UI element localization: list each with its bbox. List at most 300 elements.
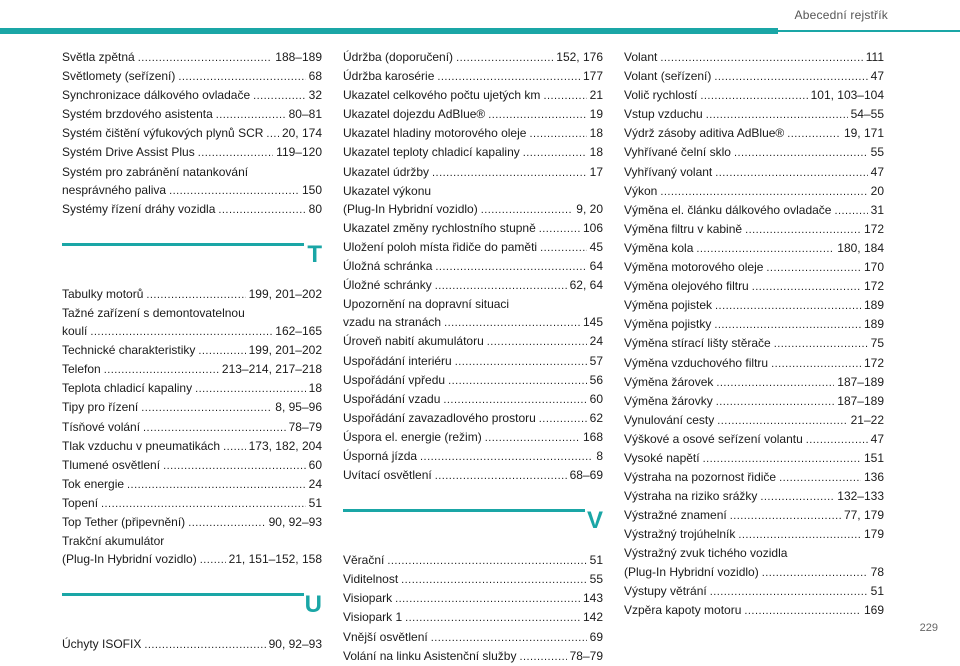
page-reference[interactable]: 54–55 (850, 107, 884, 122)
index-entry-line (62, 67, 322, 86)
page-reference[interactable]: 64 (589, 259, 603, 274)
index-term: Tabulky motorů (62, 286, 144, 301)
index-entry-line (624, 449, 884, 468)
index-term: Top Tether (připevnění) (62, 514, 186, 529)
index-entry-line (624, 105, 884, 124)
index-term: Tipy pro řízení (62, 400, 139, 415)
page-reference[interactable]: 150 (301, 182, 322, 197)
dot-leader (700, 86, 807, 105)
index-entry-line (624, 601, 884, 620)
dot-leader (405, 608, 580, 627)
index-term: (Plug-In Hybridní vozidlo) (624, 564, 759, 579)
index-entry (343, 371, 603, 390)
index-entry-line (624, 220, 884, 239)
dot-leader (715, 163, 867, 182)
index-entry-line (343, 551, 603, 570)
index-term: Úsporná jízda (343, 448, 418, 463)
index-entry-line (62, 550, 322, 569)
index-term: vzadu na stranách (343, 315, 442, 330)
page-reference[interactable]: 119–120 (276, 145, 322, 160)
page-reference[interactable]: 151 (863, 450, 884, 465)
page-reference[interactable]: 55 (589, 572, 603, 587)
index-entry (624, 124, 884, 143)
index-entry-line (624, 334, 884, 353)
dot-leader (660, 182, 867, 201)
page-reference[interactable]: 199, 201–202 (248, 286, 322, 301)
index-entry-line (624, 392, 884, 411)
page-reference[interactable]: 132–133 (837, 489, 884, 504)
index-entry-line (343, 409, 603, 428)
page-reference[interactable]: 45 (589, 239, 603, 254)
page-reference[interactable]: 90, 92–93 (268, 514, 322, 529)
dot-leader (435, 257, 586, 276)
page-reference[interactable]: 21, 151–152, 158 (228, 552, 322, 567)
page-reference[interactable]: 17 (589, 164, 603, 179)
dot-leader (420, 447, 593, 466)
index-term: (Plug-In Hybridní vozidlo) (343, 201, 478, 216)
index-entry-line (624, 296, 884, 315)
index-entry-line (62, 124, 322, 143)
index-column-1 (62, 48, 322, 654)
index-term: Topení (62, 495, 99, 510)
page-reference[interactable]: 78–79 (288, 419, 322, 434)
page-reference[interactable]: 56 (589, 372, 603, 387)
dot-leader (519, 647, 566, 666)
index-term: Vstup vzduchu (624, 107, 703, 122)
index-term: Vzpěra kapoty motoru (624, 602, 742, 617)
index-term: Systém čištění výfukových plynů SCR (62, 126, 264, 141)
dot-leader (435, 466, 567, 485)
index-entry-line (62, 456, 322, 475)
index-entry (624, 277, 884, 296)
page-reference[interactable]: 143 (582, 591, 603, 606)
dot-leader (143, 418, 286, 437)
index-entry-line (343, 352, 603, 371)
page-reference[interactable]: 47 (870, 431, 884, 446)
index-term: Ukazatel výkonu (343, 183, 432, 198)
page-reference[interactable]: 169 (863, 602, 884, 617)
section-header (62, 589, 322, 631)
page-reference[interactable]: 68–69 (569, 468, 603, 483)
index-entry (624, 105, 884, 124)
page-reference[interactable]: 18 (308, 381, 322, 396)
header-accent-bar (0, 28, 778, 34)
index-entry (62, 124, 322, 143)
dot-leader (444, 313, 580, 332)
index-term: Výměna žárovek (624, 374, 714, 389)
page-reference[interactable]: 18 (589, 145, 603, 160)
page-reference[interactable]: 177 (582, 69, 603, 84)
index-entry (624, 373, 884, 392)
index-term: Vynulování cesty (624, 412, 715, 427)
page-reference[interactable]: 136 (863, 470, 884, 485)
page-reference[interactable]: 187–189 (837, 393, 884, 408)
page-reference[interactable]: 80–81 (288, 107, 322, 122)
index-entry (624, 449, 884, 468)
dot-leader (730, 506, 841, 525)
page-reference[interactable]: 80 (308, 201, 322, 216)
index-entry-line (343, 143, 603, 162)
index-entry-line (62, 635, 322, 654)
index-entry-line (343, 570, 603, 589)
index-term: Systém brzdového asistenta (62, 107, 213, 122)
page-reference[interactable]: 20 (870, 183, 884, 198)
dot-leader (387, 551, 586, 570)
index-term: Výměna vzduchového filtru (624, 355, 769, 370)
page-reference[interactable]: 162–165 (275, 324, 322, 339)
index-entry (343, 48, 603, 67)
index-entry (624, 86, 884, 105)
index-entry-line (343, 124, 603, 143)
index-term: Výměna filtru v kabině (624, 221, 743, 236)
index-entry (62, 418, 322, 437)
dot-leader (523, 143, 587, 162)
page-reference[interactable]: 8 (596, 448, 603, 463)
dot-leader (178, 67, 305, 86)
dot-leader (146, 285, 245, 304)
index-term: Synchronizace dálkového ovladače (62, 88, 251, 103)
page-reference[interactable]: 21–22 (850, 412, 884, 427)
page-reference[interactable]: 21 (589, 88, 603, 103)
index-term: Vysoké napětí (624, 450, 700, 465)
page-reference[interactable]: 57 (589, 353, 603, 368)
page-reference[interactable]: 77, 179 (843, 508, 884, 523)
index-entry (624, 182, 884, 201)
page-reference[interactable]: 213–214, 217–218 (221, 362, 322, 377)
page-reference[interactable]: 75 (870, 336, 884, 351)
page-reference[interactable]: 62, 64 (569, 278, 603, 293)
index-term: Visiopark (343, 591, 393, 606)
dot-leader (481, 200, 574, 219)
index-entry-line (343, 238, 603, 257)
index-entry (624, 163, 884, 182)
index-term: Volant (seřízení) (624, 69, 712, 84)
index-entry-line (343, 276, 603, 295)
index-entry (62, 105, 322, 124)
index-term: Ukazatel hladiny motorového oleje (343, 126, 527, 141)
index-entry (343, 276, 603, 295)
index-entry (343, 608, 603, 627)
page-reference[interactable]: 20, 174 (281, 126, 322, 141)
index-term: Ukazatel změny rychlostního stupně (343, 220, 536, 235)
page-reference[interactable]: 60 (589, 391, 603, 406)
page-reference[interactable]: 172 (863, 279, 884, 294)
index-term: nesprávného paliva (62, 182, 167, 197)
page-reference[interactable]: 51 (870, 583, 884, 598)
index-entry-line (62, 105, 322, 124)
dot-leader (144, 635, 265, 654)
dot-leader (104, 360, 219, 379)
index-entry-line (62, 48, 322, 67)
page-reference[interactable]: 172 (863, 221, 884, 236)
page-reference[interactable]: 179 (863, 527, 884, 542)
section-divider (62, 593, 304, 596)
dot-leader (806, 430, 868, 449)
index-term: Výstražný trojúhelník (624, 527, 736, 542)
section-letter: V (586, 507, 603, 535)
index-entry-line (624, 48, 884, 67)
dot-leader (774, 334, 868, 353)
index-term: Úložné schránky (343, 278, 432, 293)
index-entry (62, 475, 322, 494)
index-term: Výdrž zásoby aditiva AdBlue® (624, 126, 785, 141)
index-term: Výškové a osové seřízení volantu (624, 431, 803, 446)
index-term: Úspora el. energie (režim) (343, 429, 482, 444)
index-entry (343, 570, 603, 589)
page-reference[interactable]: 180, 184 (837, 240, 884, 255)
dot-leader (716, 373, 834, 392)
index-entry-line (624, 582, 884, 601)
index-entry-line (62, 304, 322, 322)
index-entry-line (624, 544, 884, 562)
index-entry-line (343, 647, 603, 666)
index-entry-line (343, 608, 603, 627)
dot-leader (710, 582, 868, 601)
index-entry-line (343, 105, 603, 124)
index-term: Telefon (62, 362, 101, 377)
page-reference[interactable]: 172 (863, 355, 884, 370)
index-entry (624, 296, 884, 315)
page-reference[interactable]: 51 (308, 495, 322, 510)
dot-leader (456, 48, 553, 67)
page-reference[interactable]: 188–189 (275, 50, 322, 64)
page-reference[interactable]: 199, 201–202 (248, 343, 322, 358)
index-entry-line (343, 447, 603, 466)
page-reference[interactable]: 189 (863, 298, 884, 313)
page-reference[interactable]: 152, 176 (556, 50, 603, 64)
dot-leader (437, 67, 580, 86)
page-reference[interactable]: 47 (870, 164, 884, 179)
index-entry (62, 200, 322, 219)
index-entry (624, 67, 884, 86)
index-entry-line (624, 124, 884, 143)
page-reference[interactable]: 78 (870, 564, 884, 579)
index-entry (62, 285, 322, 304)
index-term: Výměna kola (624, 240, 694, 255)
index-entry-line (624, 430, 884, 449)
page-reference[interactable]: 189 (863, 317, 884, 332)
index-entry (62, 163, 322, 200)
index-entry (343, 86, 603, 105)
index-entry (62, 360, 322, 379)
index-entry (624, 201, 884, 220)
page-reference[interactable]: 8, 95–96 (275, 400, 322, 415)
page-reference[interactable]: 111 (865, 50, 884, 64)
section-header (62, 239, 322, 281)
dot-leader (771, 354, 861, 373)
index-entry (62, 494, 322, 513)
index-term: Světlomety (seřízení) (62, 69, 176, 84)
index-entry (624, 582, 884, 601)
index-entry-line (62, 322, 322, 341)
index-term: Uspořádání interiéru (343, 353, 452, 368)
page-reference[interactable]: 18 (589, 126, 603, 141)
index-entry (62, 86, 322, 105)
index-entry (62, 532, 322, 569)
header-accent-line (778, 30, 960, 32)
page-reference[interactable]: 24 (589, 334, 603, 349)
index-entry-line (62, 341, 322, 360)
page-reference[interactable]: 9, 20 (576, 201, 603, 216)
index-entry-line (624, 163, 884, 182)
index-entry (343, 589, 603, 608)
index-entry-line (343, 219, 603, 238)
page-reference[interactable]: 19, 171 (843, 126, 884, 141)
index-term: Úložná schránka (343, 259, 433, 274)
index-entry (343, 628, 603, 647)
index-term: Výměna žárovky (624, 393, 713, 408)
index-term: Výstražné znamení (624, 508, 727, 523)
index-term: Tlak vzduchu v pneumatikách (62, 438, 221, 453)
index-entry (343, 390, 603, 409)
index-term: Výstraha na pozornost řidiče (624, 470, 777, 485)
dot-leader (696, 239, 834, 258)
page-reference[interactable]: 101, 103–104 (810, 88, 884, 103)
dot-leader (266, 124, 279, 143)
page-reference[interactable]: 170 (863, 260, 884, 275)
index-entry (62, 48, 322, 67)
index-entry-line (62, 86, 322, 105)
index-entry-line (343, 628, 603, 647)
dot-leader (138, 48, 273, 67)
page-reference[interactable]: 60 (308, 457, 322, 472)
index-entry-line (343, 390, 603, 409)
page-reference[interactable]: 19 (589, 107, 603, 122)
index-entry (343, 257, 603, 276)
index-term: Výstraha na riziko srážky (624, 489, 758, 504)
index-entry-line (624, 182, 884, 201)
index-term: Výměna stírací lišty stěrače (624, 336, 771, 351)
dot-leader (223, 437, 246, 456)
index-term: Teplota chladicí kapaliny (62, 381, 193, 396)
index-entry-line (624, 67, 884, 86)
dot-leader (198, 143, 273, 162)
page-reference[interactable]: 47 (870, 69, 884, 84)
dot-leader (703, 449, 861, 468)
page-reference[interactable]: 78–79 (569, 648, 603, 663)
page-reference[interactable]: 68 (308, 69, 322, 84)
index-term: (Plug-In Hybridní vozidlo) (62, 552, 197, 567)
index-entry-line (624, 315, 884, 334)
index-term: Uložení poloh místa řidiče do paměti (343, 239, 538, 254)
index-entry (343, 182, 603, 219)
index-term: Uspořádání vzadu (343, 391, 441, 406)
dot-leader (762, 563, 868, 582)
index-entry (62, 456, 322, 475)
page-reference[interactable]: 187–189 (837, 374, 884, 389)
index-entry-line (624, 525, 884, 544)
index-entry-line (343, 257, 603, 276)
index-entry (343, 295, 603, 332)
index-entry (62, 398, 322, 417)
index-entry-line (343, 295, 603, 313)
index-term: Výměna pojistky (624, 317, 712, 332)
dot-leader (834, 201, 867, 220)
dot-leader (188, 513, 265, 532)
index-entry (62, 143, 322, 162)
index-term: Ukazatel teploty chladicí kapaliny (343, 145, 520, 160)
index-entry (624, 239, 884, 258)
dot-leader (448, 371, 587, 390)
index-entry-line (62, 532, 322, 550)
index-term: Tok energie (62, 476, 125, 491)
index-term: Údržba karosérie (343, 69, 435, 84)
dot-leader (734, 143, 868, 162)
index-term: Viditelnost (343, 572, 399, 587)
page-reference[interactable]: 173, 182, 204 (248, 438, 322, 453)
page-reference[interactable]: 69 (589, 629, 603, 644)
dot-leader (717, 411, 847, 430)
index-entry (624, 48, 884, 67)
index-entry-line (62, 437, 322, 456)
index-term: Tísňové volání (62, 419, 141, 434)
index-entry (624, 334, 884, 353)
index-column-2 (343, 48, 603, 666)
index-entry (62, 379, 322, 398)
index-entry (343, 143, 603, 162)
page-reference[interactable]: 145 (582, 315, 603, 330)
dot-leader (90, 322, 272, 341)
index-entry-line (343, 163, 603, 182)
page-reference[interactable]: 55 (870, 145, 884, 160)
index-entry (343, 352, 603, 371)
page-reference[interactable]: 90, 92–93 (268, 637, 322, 652)
index-term: Výstražný zvuk tichého vozidla (624, 546, 788, 561)
index-entry-line (343, 200, 603, 219)
index-entry (624, 506, 884, 525)
page-reference[interactable]: 24 (308, 476, 322, 491)
dot-leader (660, 48, 862, 67)
index-entry (343, 67, 603, 86)
page-number: 229 (919, 622, 938, 634)
dot-leader (543, 86, 586, 105)
dot-leader (401, 570, 586, 589)
page-reference[interactable]: 168 (582, 429, 603, 444)
index-entry-line (343, 371, 603, 390)
index-term: Systém Drive Assist Plus (62, 145, 195, 160)
index-entry-line (62, 360, 322, 379)
page-reference[interactable]: 106 (582, 220, 603, 235)
index-term: Ukazatel celkového počtu ujetých km (343, 88, 541, 103)
page-reference[interactable]: 32 (308, 88, 322, 103)
index-entry (624, 487, 884, 506)
index-entry-line (62, 475, 322, 494)
index-term: Volant (624, 50, 658, 64)
index-term: Ukazatel dojezdu AdBlue® (343, 107, 486, 122)
page-reference[interactable]: 142 (582, 610, 603, 625)
index-entry-line (624, 487, 884, 506)
index-term: Údržba (doporučení) (343, 50, 454, 64)
index-entry-line (624, 563, 884, 582)
page-reference[interactable]: 51 (589, 553, 603, 568)
index-entry (624, 430, 884, 449)
index-entry-line (62, 379, 322, 398)
index-term: Technické charakteristiky (62, 343, 196, 358)
section-divider (343, 509, 585, 512)
index-term: Výměna motorového oleje (624, 260, 764, 275)
index-entry-line (624, 143, 884, 162)
index-term: Upozornění na dopravní situaci (343, 297, 510, 312)
index-term: Visiopark 1 (343, 610, 403, 625)
index-entry (62, 513, 322, 532)
dot-leader (539, 409, 587, 428)
page-reference[interactable]: 31 (870, 202, 884, 217)
index-entry (624, 258, 884, 277)
page-reference[interactable]: 62 (589, 410, 603, 425)
index-entry-line (624, 86, 884, 105)
dot-leader (540, 238, 587, 257)
index-entry-line (343, 313, 603, 332)
